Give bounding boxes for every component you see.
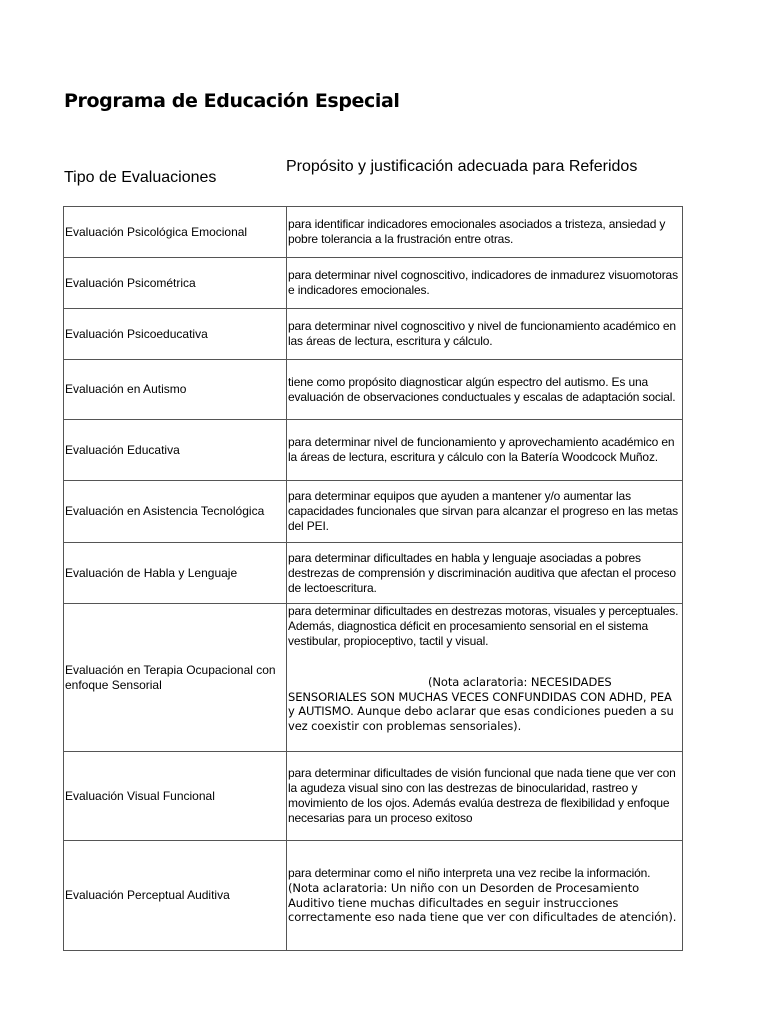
- evaluation-type-cell: Evaluación Educativa: [64, 420, 287, 481]
- evaluation-purpose-cell: [287, 420, 683, 481]
- evaluation-type-cell: Evaluación Psicológica Emocional: [64, 207, 287, 258]
- table-row: [64, 207, 683, 258]
- evaluation-type-cell: Evaluación Perceptual Auditiva: [64, 841, 287, 951]
- purpose-text: para determinar nivel cognoscitivo, indicadores de inmadurez visuomotoras e indicadores emocionales.: [288, 268, 678, 297]
- evaluation-purpose-cell: [287, 841, 683, 951]
- evaluation-type-cell: Evaluación en Asistencia Tecnológica: [64, 481, 287, 543]
- purpose-text: para determinar dificultades de visión funcional que nada tiene que ver con la agudeza visual sino con las destrezas de binocularidad, rastreo y movimiento de los ojos. Además evalúa destreza de flexibilidad y enfoque necesarias para un proceso exitoso: [288, 766, 676, 825]
- clarification-note: (Nota aclaratoria: NECESIDADES SENSORIALES SON MUCHAS VECES CONFUNDIDAS CON ADHD, PEA y AUTISMO. Aunque debo aclarar que esas condiciones pueden a su vez coexistir con problemas sensoriales).: [288, 675, 674, 733]
- purpose-text: para determinar nivel de funcionamiento y aprovechamiento académico en la áreas de lectura, escritura y cálculo con la Batería Woodcock Muñoz.: [288, 435, 675, 464]
- evaluation-type-cell: Evaluación en Terapia Ocupacional con enfoque Sensorial: [64, 604, 287, 752]
- evaluation-purpose-cell: [287, 207, 683, 258]
- purpose-text: para determinar dificultades en habla y lenguaje asociadas a pobres destrezas de comprensión y discriminación auditiva que afectan el proceso de lectoescritura.: [288, 550, 676, 595]
- purpose-text: para identificar indicadores emocionales asociados a tristeza, ansiedad y pobre tolerancia a la frustración entre otras.: [288, 217, 666, 246]
- table-row: [64, 481, 683, 543]
- evaluation-type-cell: Evaluación Psicométrica: [64, 258, 287, 309]
- evaluation-type-cell: Evaluación de Habla y Lenguaje: [64, 543, 287, 604]
- purpose-text: para determinar como el niño interpreta una vez recibe la información.: [288, 866, 651, 881]
- evaluation-purpose-cell: [287, 481, 683, 543]
- table-row: [64, 360, 683, 420]
- purpose-text: para determinar dificultades en destrezas motoras, visuales y perceptuales. Además, diagnostica déficit en procesamiento sensorial en el sistema vestibular, propioceptivo, tactil y visual.: [288, 604, 679, 648]
- evaluation-type-cell: Evaluación Visual Funcional: [64, 752, 287, 841]
- table-row: [64, 258, 683, 309]
- purpose-text: tiene como propósito diagnosticar algún espectro del autismo. Es una evaluación de observaciones conductuales y escalas de adaptación social.: [288, 374, 676, 404]
- evaluation-purpose-cell: [287, 543, 683, 604]
- evaluation-purpose-cell: [287, 604, 683, 752]
- evaluation-type-cell: Evaluación en Autismo: [64, 360, 287, 420]
- purpose-text: para determinar equipos que ayuden a mantener y/o aumentar las capacidades funcionales que sirvan para alcanzar el progreso en las metas del PEI.: [288, 489, 678, 533]
- table-row: [64, 309, 683, 360]
- evaluation-purpose-cell: [287, 309, 683, 360]
- evaluation-purpose-cell: [287, 258, 683, 309]
- purpose-text: para determinar nivel cognoscitivo y nivel de funcionamiento académico en las áreas de lectura, escritura y cálculo.: [288, 319, 676, 348]
- table-row: [64, 543, 683, 604]
- document-title: Programa de Educación Especial: [64, 90, 400, 112]
- column-header-purpose: Propósito y justificación adecuada para Referidos: [286, 158, 638, 175]
- evaluation-type-cell: Evaluación Psicoeducativa: [64, 309, 287, 360]
- table-row: [64, 752, 683, 841]
- evaluation-purpose-cell: [287, 360, 683, 420]
- evaluation-purpose-cell: [287, 752, 683, 841]
- evaluations-table: [63, 206, 683, 951]
- table-row: [64, 420, 683, 481]
- column-header-type: Tipo de Evaluaciones: [64, 169, 217, 186]
- clarification-note: (Nota aclaratoria: Un niño con un Desorden de Procesamiento Auditivo tiene muchas dificultades en seguir instrucciones correctamente eso nada tiene que ver con dificultades de atención).: [288, 881, 677, 925]
- table-row: [64, 604, 683, 752]
- table-row: [64, 841, 683, 951]
